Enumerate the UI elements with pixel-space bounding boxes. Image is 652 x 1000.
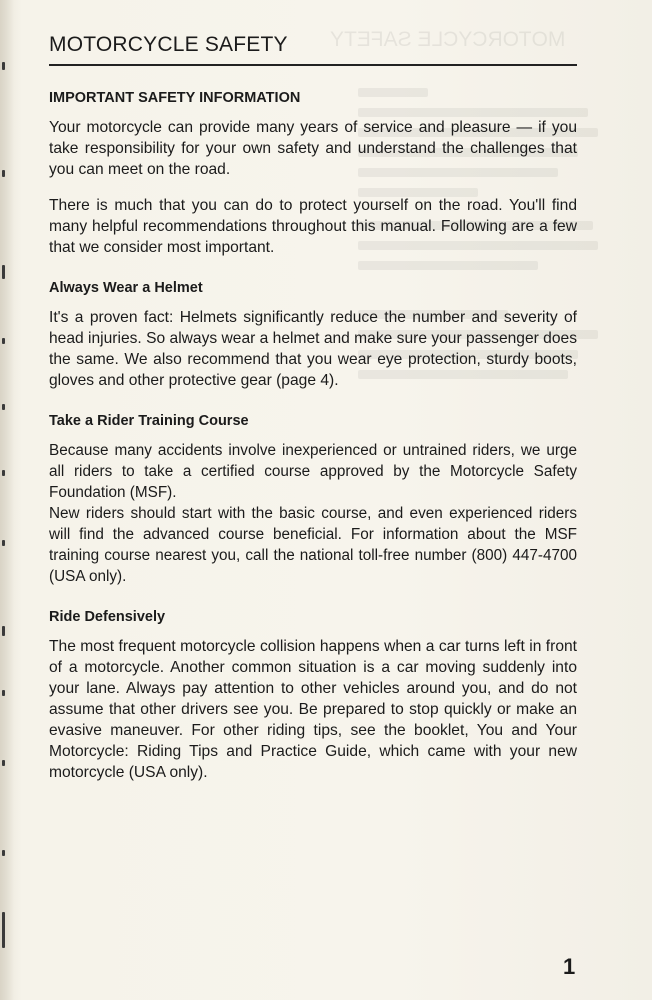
section-paragraph: Your motorcycle can provide many years of service and pleasure — if you take responsibility for your own safety and understand the challenges that you can meet on the road.: [49, 119, 577, 178]
section-heading: Take a Rider Training Course: [49, 413, 249, 429]
section-take-a-rider-training-course: [49, 411, 577, 587]
page-content: [49, 30, 577, 783]
section-paragraph: It's a proven fact: Helmets significantly reduce the number and severity of head injuries. So always wear a helmet and make sure your passenger does the same. We also recommend that you wear eye protection, sturdy boots, gloves and other protective gear (page 4).: [49, 309, 577, 389]
binding-mark: [2, 540, 5, 546]
section-paragraph: The most frequent motorcycle collision happens when a car turns left in front of a motorcycle. Another common situation is a car moving suddenly into your lane. Always pay attention to other vehicles around you, and do not assume that other drivers see you. Be prepared to stop quickly or make an evasive maneuver. For other riding tips, see the booklet, You and Your Motorcycle: Riding Tips and Practice Guide, which came with your new motorcycle (USA only).: [49, 638, 577, 781]
binding-mark: [2, 62, 5, 70]
binding-mark: [2, 912, 5, 948]
binding-mark: [2, 170, 5, 177]
page-title: MOTORCYCLE SAFETY: [49, 33, 288, 56]
binding-mark: [2, 626, 5, 636]
binding-mark: [2, 470, 5, 476]
binding-mark: [2, 338, 5, 344]
section-paragraph: Because many accidents involve inexperienced or untrained riders, we urge all riders to take a certified course approved by the Motorcycle Safety Foundation (MSF).: [49, 442, 577, 501]
binding-mark: [2, 265, 5, 279]
binding-mark: [2, 850, 5, 856]
section-always-wear-a-helmet: [49, 278, 577, 391]
page-number: 1: [563, 954, 576, 979]
show-through-reverse-page: MOTORCYCLE SAFETY: [330, 28, 630, 628]
section-heading: IMPORTANT SAFETY INFORMATION: [49, 90, 301, 106]
section-ride-defensively: [49, 607, 577, 783]
section-heading: Ride Defensively: [49, 609, 166, 625]
binding-mark: [2, 690, 5, 696]
section-heading: Always Wear a Helmet: [49, 280, 203, 296]
section-paragraph: New riders should start with the basic course, and even experienced riders will find the advanced course beneficial. For information about the MSF training course nearest you, call the national toll-free number (800) 447-4700 (USA only).: [49, 505, 577, 585]
binding-mark: [2, 404, 5, 410]
section-paragraph: There is much that you can do to protect yourself on the road. You'll find many helpful recommendations throughout this manual. Following are a few that we consider most important.: [49, 197, 577, 256]
binding-mark: [2, 760, 5, 766]
title-rule: [49, 64, 577, 66]
section-important-safety-information: [49, 88, 577, 258]
